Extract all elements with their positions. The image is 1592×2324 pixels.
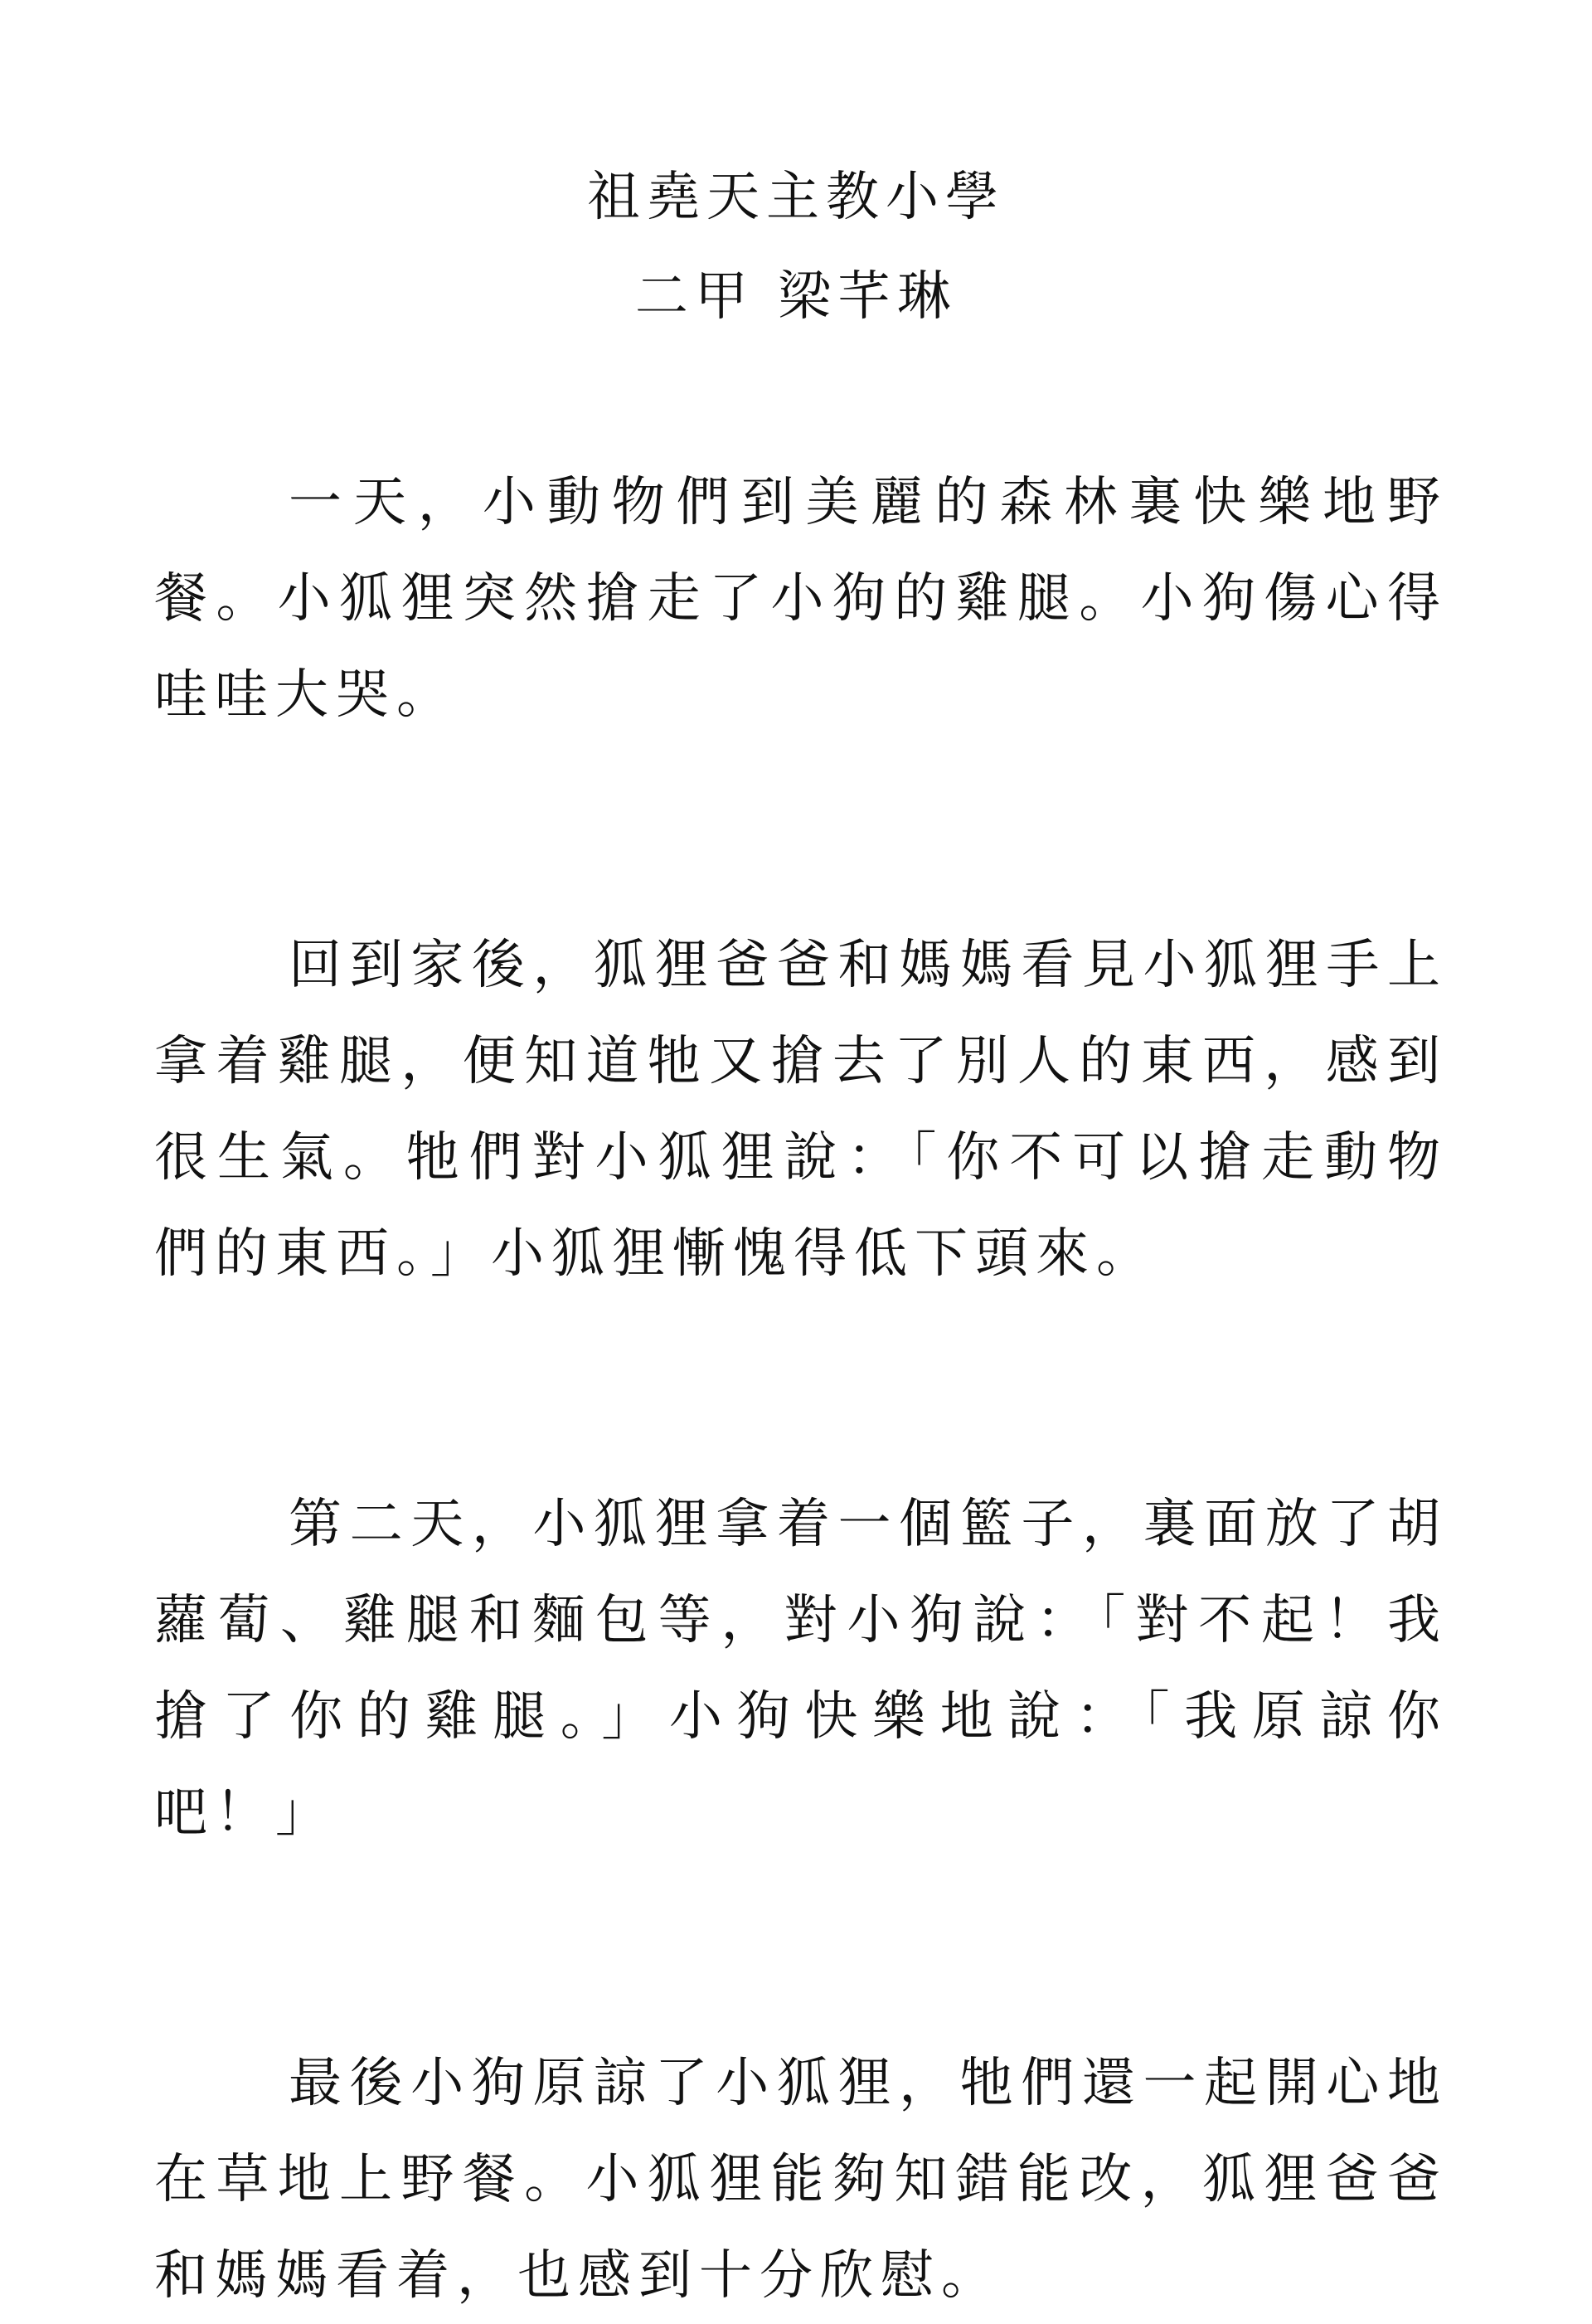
- essay-paragraph: 一天，小動物們到美麗的森林裏快樂地野餐。小狐狸突然搶走了小狗的雞腿。小狗傷心得哇哇大哭。: [154, 472, 1448, 726]
- essay-paragraph: 第二天，小狐狸拿着一個籃子，裏面放了胡蘿蔔、雞腿和麵包等，對小狗說：「對不起！我搶了你的雞腿。」小狗快樂地說：「我原諒你吧！」: [154, 1494, 1448, 1844]
- essay-paragraph: 最後小狗原諒了小狐狸，牠們還一起開心地在草地上野餐。小狐狸能夠知錯能改，狐狸爸爸和媽媽看着，也感到十分欣慰。: [154, 2053, 1448, 2307]
- essay-body: [154, 455, 1448, 2324]
- author-line: 二甲 梁芊琳: [634, 266, 958, 328]
- essay-paragraph: 回到家後，狐狸爸爸和媽媽看見小狐狸手上拿着雞腿，便知道牠又搶去了別人的東西，感到很生氣。牠們對小狐狸說：「你不可以搶走動物們的東西。」小狐狸慚愧得低下頭來。: [154, 935, 1448, 1285]
- school-name: 祖堯天主教小學: [587, 167, 1005, 228]
